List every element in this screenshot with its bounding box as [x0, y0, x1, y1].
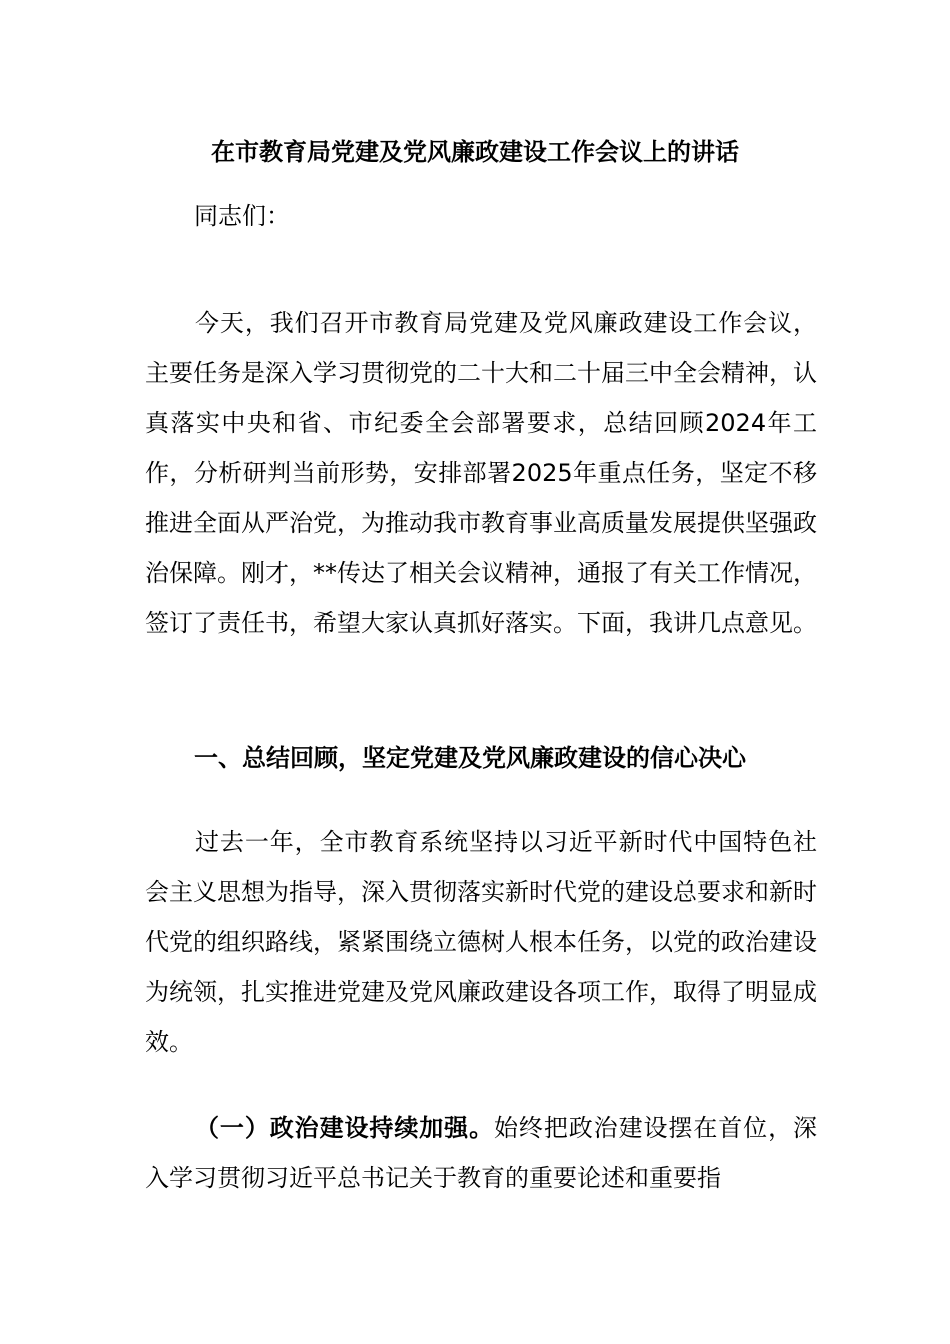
- paragraph-political-construction-text: 始终把政治建设摆在首位，深入学习贯彻习近平总书记关于教育的重要论述和重要指: [145, 1114, 817, 1192]
- paragraph-review: 过去一年，全市教育系统坚持以习近平新时代中国特色社会主义思想为指导，深入贯彻落实新时代党的建设总要求和新时代党的组织路线，紧紧围绕立德树人根本任务，以党的政治建设为统领，扎实推进党建及党风廉政建设各项工作，取得了明显成效。: [145, 828, 817, 1056]
- paragraph-opening: 今天，我们召开市教育局党建及党风廉政建设工作会议，主要任务是深入学习贯彻党的二十大和二十届三中全会精神，认真落实中央和省、市纪委全会部署要求，总结回顾2024年工作，分析研判当前形势，安排部署2025年重点任务，坚定不移推进全面从严治党，为推动我市教育事业高质量发展提供坚强政治保障。刚才，**传达了相关会议精神，通报了有关工作情况，签订了责任书，希望大家认真抓好落实。下面，我讲几点意见。: [145, 309, 817, 637]
- section-heading-1: 一、总结回顾，坚定党建及党风廉政建设的信心决心: [194, 744, 746, 772]
- paragraph-political-construction: [145, 1103, 817, 1203]
- document-title: 在市教育局党建及党风廉政建设工作会议上的讲话: [211, 138, 739, 166]
- subheading-1: （一）政治建设持续加强。: [195, 1114, 494, 1142]
- salutation: 同志们：: [194, 202, 290, 230]
